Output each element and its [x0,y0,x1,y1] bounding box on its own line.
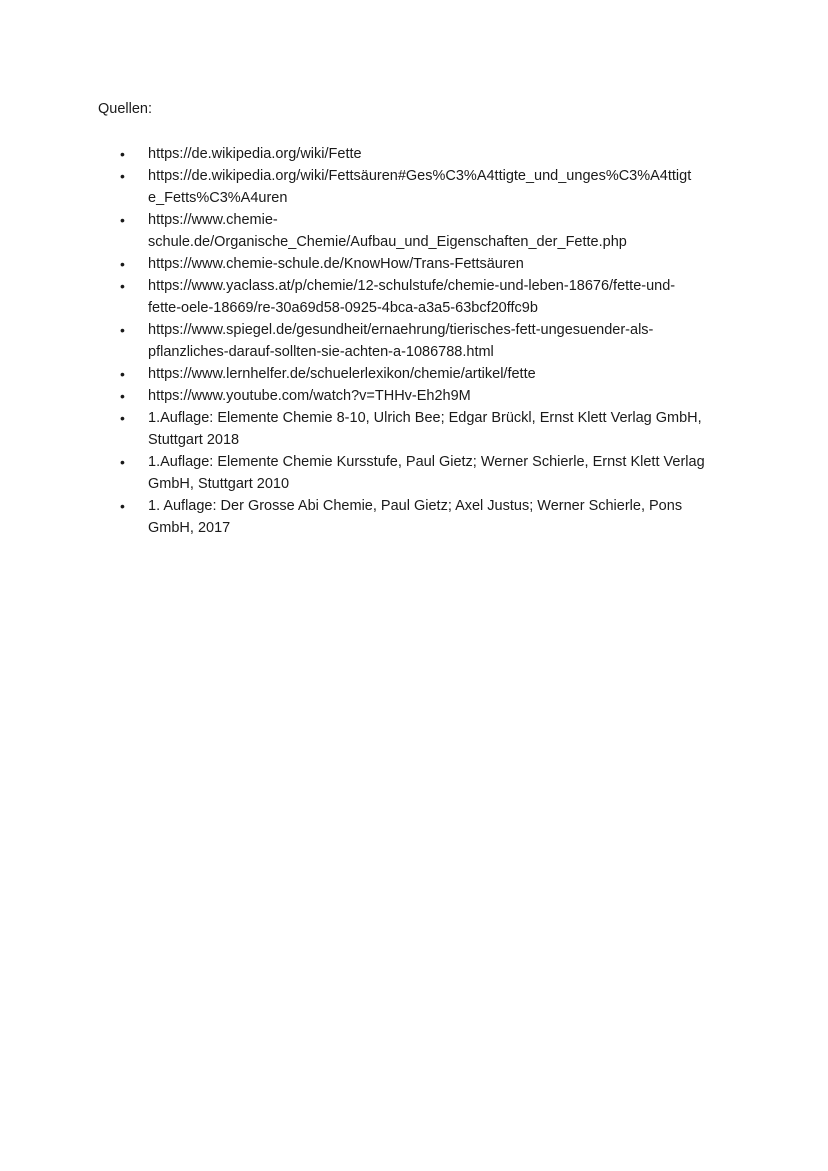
source-item [98,209,738,253]
source-line: https://www.chemie- [148,212,278,228]
source-text [148,143,738,165]
source-text [148,209,738,253]
source-line: https://www.yaclass.at/p/chemie/12-schulstufe/chemie-und-leben-18676/fette-und- [148,278,676,294]
bullet-icon: • [120,168,125,184]
bullet-icon: • [120,454,125,470]
source-line: GmbH, 2017 [148,520,231,536]
bullet-icon: • [120,212,125,228]
source-text [148,451,738,495]
source-item [98,495,738,539]
source-line: https://de.wikipedia.org/wiki/Fette [148,146,362,162]
sources-list [98,143,738,539]
source-text [148,407,738,451]
source-item [98,143,738,165]
source-line: 1. Auflage: Der Grosse Abi Chemie, Paul Gietz; Axel Justus; Werner Schierle, Pons [148,498,683,514]
source-line: 1.Auflage: Elemente Chemie Kursstufe, Paul Gietz; Werner Schierle, Ernst Klett Verlag [148,454,705,470]
source-item [98,165,738,209]
source-line: https://www.chemie-schule.de/KnowHow/Trans-Fettsäuren [148,256,524,272]
source-line: schule.de/Organische_Chemie/Aufbau_und_Eigenschaften_der_Fette.php [148,234,627,250]
source-text [148,319,738,363]
source-item [98,451,738,495]
source-item [98,253,738,275]
source-item [98,319,738,363]
source-item [98,385,738,407]
source-text [148,363,738,385]
source-line: fette-oele-18669/re-30a69d58-0925-4bca-a3a5-63bcf20ffc9b [148,300,538,316]
bullet-icon: • [120,278,125,294]
source-item [98,275,738,319]
source-text [148,253,738,275]
source-line: https://www.spiegel.de/gesundheit/ernaehrung/tierisches-fett-ungesuender-als- [148,322,654,338]
bullet-icon: • [120,146,125,162]
source-line: GmbH, Stuttgart 2010 [148,476,290,492]
source-line: https://de.wikipedia.org/wiki/Fettsäuren#Ges%C3%A4ttigte_und_unges%C3%A4ttigt [148,168,692,184]
bullet-icon: • [120,366,125,382]
bullet-icon: • [120,410,125,426]
bullet-icon: • [120,388,125,404]
source-item [98,363,738,385]
source-line: https://www.youtube.com/watch?v=THHv-Eh2h9M [148,388,471,404]
bullet-icon: • [120,498,125,514]
source-line: e_Fetts%C3%A4uren [148,190,288,206]
source-text [148,495,738,539]
source-line: 1.Auflage: Elemente Chemie 8-10, Ulrich Bee; Edgar Brückl, Ernst Klett Verlag GmbH, [148,410,702,426]
sources-heading: Quellen: [98,101,153,117]
source-item [98,407,738,451]
source-line: Stuttgart 2018 [148,432,240,448]
bullet-icon: • [120,256,125,272]
source-text [148,165,738,209]
bullet-icon: • [120,322,125,338]
source-line: pflanzliches-darauf-sollten-sie-achten-a-1086788.html [148,344,494,360]
source-line: https://www.lernhelfer.de/schuelerlexikon/chemie/artikel/fette [148,366,536,382]
source-text [148,275,738,319]
source-text [148,385,738,407]
